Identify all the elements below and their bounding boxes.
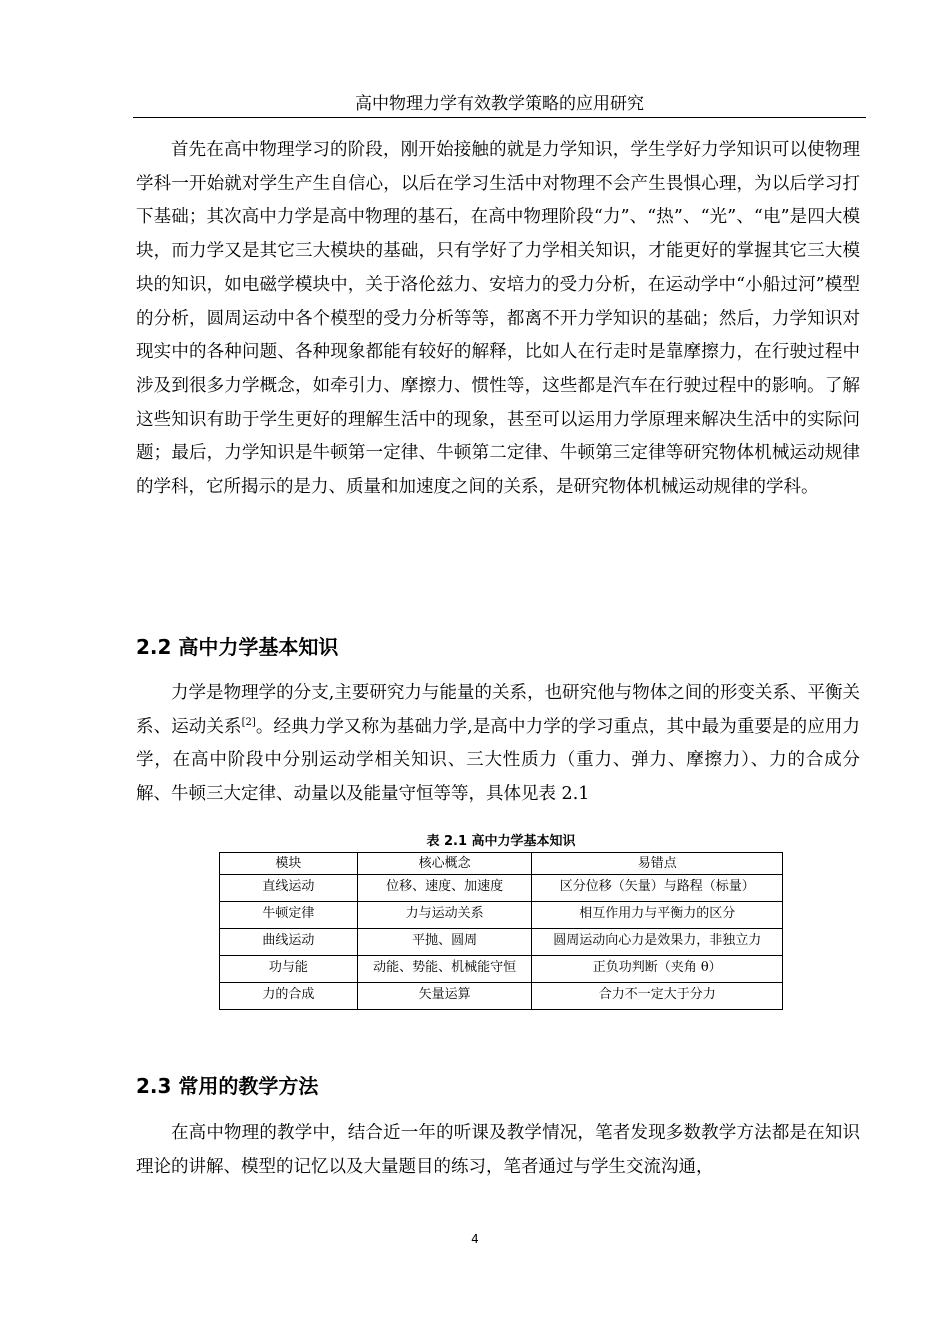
table-header-cell: 模块 (220, 853, 358, 875)
running-header: 高中物理力学有效教学策略的应用研究 (355, 94, 644, 114)
section-heading-2-2: 2.2 高中力学基本知识 (136, 635, 339, 659)
table-row (220, 875, 783, 902)
table-cell: 力的合成 (220, 983, 358, 1010)
table-row (220, 902, 783, 929)
table-row (220, 983, 783, 1010)
paragraph-teaching-methods: 在高中物理的教学中，结合近一年的听课及教学情况，笔者发现多数教学方法都是在知识理论的讲解、模型的记忆以及大量题目的练习，笔者通过与学生交流沟通， (136, 1123, 860, 1177)
table-cell: 曲线运动 (220, 929, 358, 956)
table-cell: 力与运动关系 (357, 902, 532, 929)
paragraph-intro: 首先在高中物理学习的阶段，刚开始接触的就是力学知识，学生学好力学知识可以使物理学科一开始就对学生产生自信心，以后在学习生活中对物理不会产生畏惧心理，为以后学习打下基础；其次高中力学是高中物理的基石，在高中物理阶段“力”、“热”、“光”、“电”是四大模块，而力学又是其它三大模块的基础，只有学好了力学相关知识，才能更好的掌握其它三大模块的知识，如电磁学模块中，关于洛伦兹力、安培力的受力分析，在运动学中“小船过河”模型的分析，圆周运动中各个模型的受力分析等等，都离不开力学知识的基础；然后，力学知识对现实中的各种问题、各种现象都能有较好的解释，比如人在行走时是靠摩擦力，在行驶过程中涉及到很多力学概念，如牵引力、摩擦力、惯性等，这些都是汽车在行驶过程中的影响。了解这些知识有助于学生更好的理解生活中的现象，甚至可以运用力学原理来解决生活中的实际问题；最后，力学知识是牛顿第一定律、牛顿第二定律、牛顿第三定律等研究物体机械运动规律的学科，它所揭示的是力、质量和加速度之间的关系，是研究物体机械运动规律的学科。 (136, 140, 860, 498)
table-cell: 功与能 (220, 956, 358, 983)
citation-ref: [2] (241, 716, 256, 728)
paragraph-mechanics (136, 677, 860, 812)
page-number: 4 (471, 1232, 479, 1246)
table-header-cell: 核心概念 (357, 853, 532, 875)
table-cell: 圆周运动向心力是效果力，非独立力 (532, 929, 783, 956)
table-cell: 动能、势能、机械能守恒 (357, 956, 532, 983)
header-rule (133, 117, 866, 118)
table-row (220, 929, 783, 956)
table-cell: 相互作用力与平衡力的区分 (532, 902, 783, 929)
table-cell: 位移、速度、加速度 (357, 875, 532, 902)
table-cell: 合力不一定大于分力 (532, 983, 783, 1010)
knowledge-table (219, 852, 783, 1010)
paragraph-mechanics-part1: 力学是物理学的分支,主要研究力与能量的关系，也研究他与物体之间的形变关系、平衡关系、运动关系 (136, 683, 860, 737)
table-cell: 牛顿定律 (220, 902, 358, 929)
table-cell: 平抛、圆周 (357, 929, 532, 956)
table-cell: 区分位移（矢量）与路程（标量） (532, 875, 783, 902)
table-cell: 正负功判断（夹角 θ） (532, 956, 783, 983)
table-header-cell: 易错点 (532, 853, 783, 875)
table-caption: 表 2.1 高中力学基本知识 (426, 834, 576, 849)
paragraph-mechanics-part2: 。经典力学又称为基础力学,是高中力学的学习重点，其中最为重要是的应用力学，在高中阶段中分别运动学相关知识、三大性质力（重力、弹力、摩擦力）、力的合成分解、牛顿三大定律、动量以及能量守恒等等，具体见表 2.1 (136, 716, 860, 805)
table-cell: 矢量运算 (357, 983, 532, 1010)
table-header-row (220, 853, 783, 875)
table-cell: 直线运动 (220, 875, 358, 902)
section-heading-2-3: 2.3 常用的教学方法 (136, 1074, 319, 1098)
table-row (220, 956, 783, 983)
